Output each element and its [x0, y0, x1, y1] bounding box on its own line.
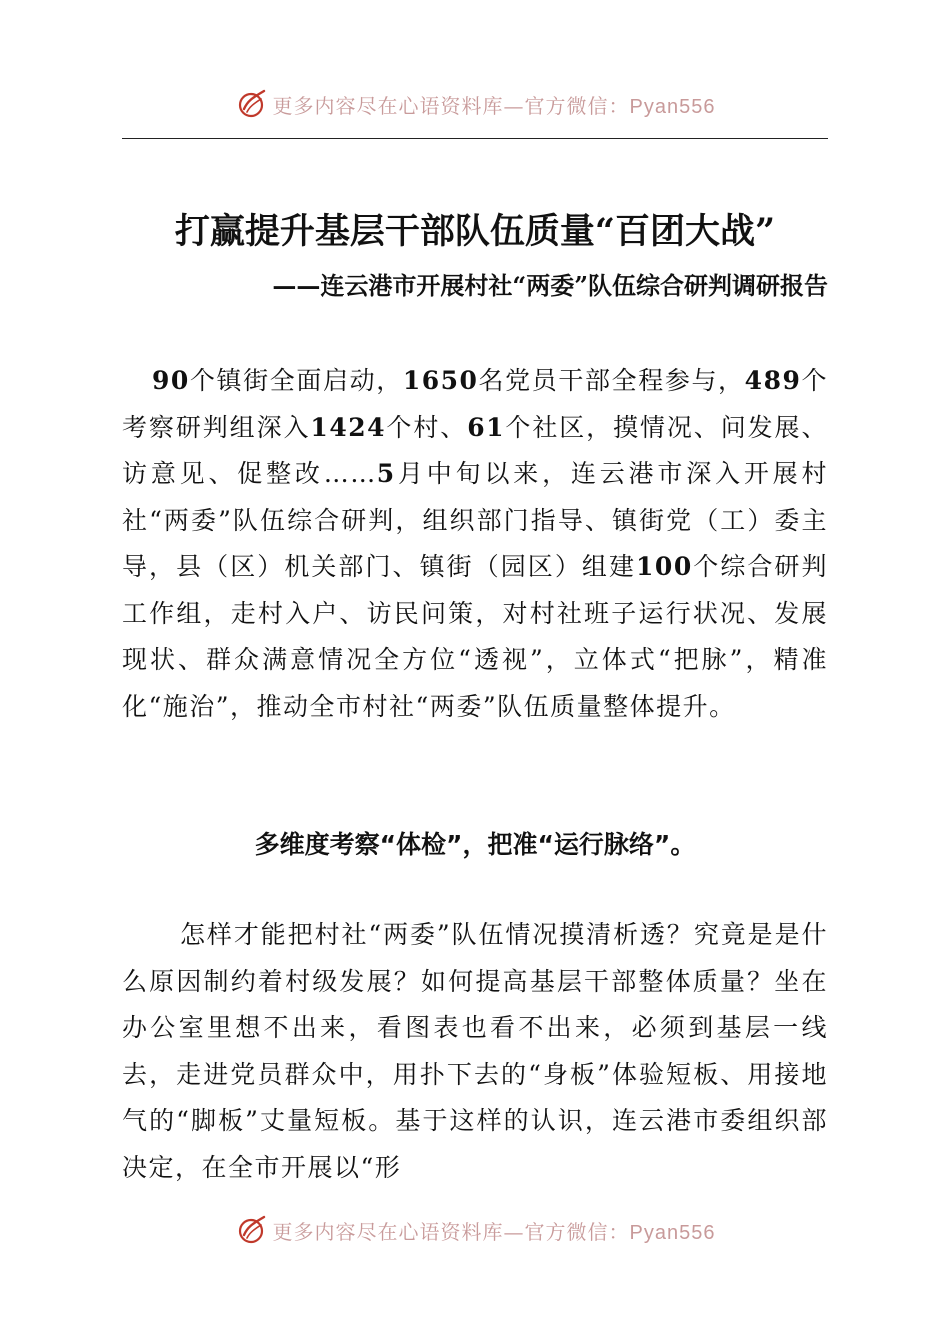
document-title: 打赢提升基层干部队伍质量“百团大战” [174, 211, 776, 252]
text-run: 个村、 [386, 412, 468, 442]
text-run: 个镇街全面启动， [189, 366, 403, 395]
number-highlight: 100 [636, 552, 693, 581]
text-run: 名党员干部全程参与， [478, 366, 745, 395]
paragraph-body: 怎样才能把村社“两委”队伍情况摸清析透？究竟是是什么原因制约着村级发展？如何提高基层干部整体质量？坐在办公室里想不出来，看图表也看不出来，必须到基层一线去，走进党员群众中，用扑下去的“身板”体验短板、用接地气的“脚板”丈量短板。基于这样的认识，连云港市委组织部决定，在全市开展以“形 [122, 920, 828, 1182]
number-highlight: 61 [467, 412, 505, 442]
text-run: 月中旬以来，连云港市深入开展村社“两委”队伍综合研判，组织部门指导、镇街党（工）委主导，县（区）机关部门、镇街（园区）组建 [122, 459, 828, 581]
document-subtitle: ——连云港市开展村社“两委”队伍综合研判调研报告 [272, 271, 828, 300]
watermark-footer [0, 1212, 950, 1248]
number-highlight: 1650 [402, 366, 479, 395]
watermark-text [273, 90, 716, 119]
number-highlight: 90 [152, 366, 190, 395]
number-highlight: 5 [376, 459, 396, 488]
header-divider [122, 138, 828, 139]
brush-logo-icon [235, 88, 267, 120]
section-heading: 多维度考察“体检”，把准“运行脉络”。 [254, 830, 696, 859]
watermark-text-en: Pyan556 [629, 1221, 716, 1244]
number-highlight: 489 [744, 366, 802, 395]
watermark-text-cn: 更多内容尽在心语资料库—官方微信： [272, 1219, 630, 1244]
text-run: 个社区，摸情况、问发展、访意见、促整改…… [122, 412, 828, 488]
paragraph-intro [122, 358, 828, 730]
number-highlight: 1424 [310, 412, 387, 442]
text-run: 个综合研判工作组，走村入户、访民问策，对村社班子运行状况、发展现状、群众满意情况全方位“透视”，立体式“把脉”，精准化“施治”，推动全市村社“两委”队伍质量整体提升。 [122, 552, 828, 721]
watermark-text-cn: 更多内容尽在心语资料库—官方微信： [272, 93, 630, 118]
watermark-header [0, 86, 950, 122]
watermark-text [273, 1216, 716, 1245]
brush-logo-icon [235, 1214, 267, 1246]
text-run: 个考察研判组深入 [122, 366, 828, 442]
watermark-text-en: Pyan556 [629, 95, 716, 118]
